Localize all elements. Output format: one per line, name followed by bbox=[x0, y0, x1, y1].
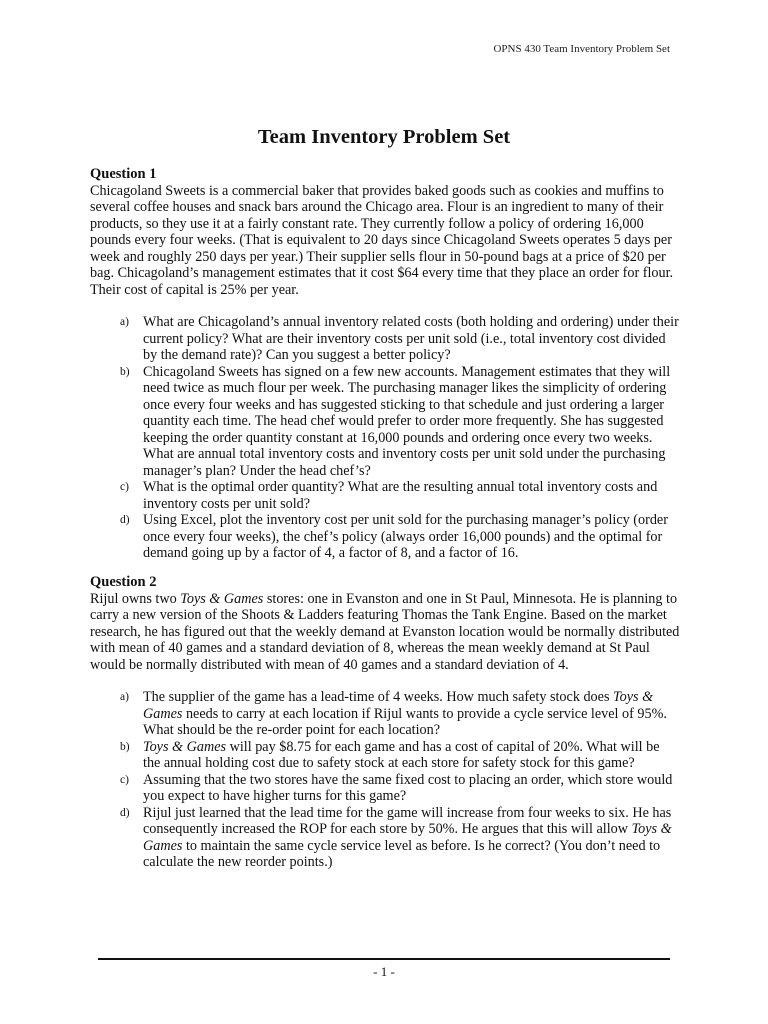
question-1-part-c bbox=[90, 479, 680, 512]
page-number: - 1 - bbox=[373, 964, 395, 979]
part-label: b) bbox=[120, 740, 130, 753]
question-1-parts bbox=[90, 314, 680, 562]
question-2-part-a bbox=[90, 689, 680, 739]
part-text: What are Chicagoland’s annual inventory related costs (both holding and ordering) under their current policy? What are their inventory costs per unit sold (i.e., total inventory cost divided by the demand rate)? Can you suggest a better policy? bbox=[143, 314, 679, 363]
footer-divider bbox=[98, 958, 670, 960]
question-2-intro bbox=[90, 591, 680, 674]
question-1-part-a bbox=[90, 314, 680, 364]
running-header: OPNS 430 Team Inventory Problem Set bbox=[493, 43, 670, 55]
part-label: a) bbox=[120, 691, 129, 703]
part-label: b) bbox=[120, 365, 130, 378]
part-text: Chicagoland Sweets has signed on a few new accounts. Management estimates that they will need twice as much flour per week. The purchasing manager likes the simplicity of ordering once every four weeks and has suggested sticking to that schedule and just ordering a larger quantity each time. The head chef would prefer to order more frequently. She has suggested keeping the order quantity constant at 16,000 pounds and ordering once every two weeks. What are annual total inventory costs and inventory costs per unit sold under the purchasing manager’s plan? Under the head chef’s? bbox=[143, 363, 671, 479]
part-label: d) bbox=[120, 806, 130, 819]
part-label: c) bbox=[120, 773, 129, 786]
part-label: c) bbox=[120, 481, 129, 493]
question-2-part-c bbox=[90, 772, 680, 805]
question-1-part-d bbox=[90, 512, 680, 562]
store-name: Toys & Games bbox=[180, 590, 264, 607]
store-name: Toys & Games bbox=[143, 738, 227, 755]
question-2-parts bbox=[90, 689, 680, 871]
part-label: a) bbox=[120, 316, 129, 328]
part-text: The supplier of the game has a lead-time of 4 weeks. How much safety stock does bbox=[143, 689, 614, 705]
part-text: What is the optimal order quantity? What are the resulting annual total inventory costs and inventory costs per unit sold? bbox=[143, 479, 658, 512]
question-1-intro: Chicagoland Sweets is a commercial baker that provides baked goods such as cookies and muffins to several coffee houses and snack bars around the Chicago area. Flour is an ingredient to many of their products, so they use it at a fairly constant rate. They currently follow a policy of ordering 16,000 pounds every four weeks. (That is equivalent to 20 days since Chicagoland Sweets operates 5 days per week and roughly 250 days per year.) Their supplier sells flour in 50-pound bags at a price of $20 per bag. Chicagoland’s management estimates that it cost $64 every time that they place an order for flour. Their cost of capital is 25% per year. bbox=[90, 182, 674, 298]
store-name: Toys & Games bbox=[143, 821, 672, 854]
question-1-heading: Question 1 bbox=[90, 166, 157, 182]
store-name: Toys & Games bbox=[143, 689, 654, 722]
part-text: Assuming that the two stores have the same fixed cost to placing an order, which store would you expect to have higher turns for this game? bbox=[143, 771, 673, 804]
page-title: Team Inventory Problem Set bbox=[257, 126, 511, 148]
question-1-part-b bbox=[90, 364, 680, 480]
part-text: Using Excel, plot the inventory cost per unit sold for the purchasing manager’s policy (order once every four weeks), the chef’s policy (always order 16,000 pounds) and the optimal for demand going up by a factor of 4, a factor of 8, and a factor of 16. bbox=[143, 512, 668, 561]
part-text: will pay $8.75 for each game and has a cost of capital of 20%. What will be the annual holding cost due to safety stock at each store for safety stock for this game? bbox=[143, 738, 660, 771]
question-2-part-b bbox=[90, 739, 680, 772]
question-1-section bbox=[90, 166, 680, 562]
intro-text: Rijul owns two bbox=[90, 590, 181, 607]
intro-text: stores: one in Evanston and one in St Paul, Minnesota. He is planning to carry a new version of the Shoots & Ladders featuring Thomas the Tank Engine. Based on the market research, he has figured out that the weekly demand at Evanston location would be normally distributed with mean of 40 games and a standard deviation of 8, whereas the mean weekly demand at St Paul would be normally distributed with mean of 40 games and a standard deviation of 4. bbox=[90, 590, 680, 673]
part-text: Rijul just learned that the lead time for the game will increase from four weeks to six. He has consequently increased the ROP for each store by 50%. He argues that this will allow bbox=[143, 804, 672, 837]
question-2-part-d bbox=[90, 805, 680, 871]
part-text: to maintain the same cycle service level as before. Is he correct? (You don’t need to calculate the new reorder points.) bbox=[143, 837, 661, 870]
question-2-section bbox=[90, 574, 680, 871]
part-text: needs to carry at each location if Rijul wants to provide a cycle service level of 95%. What should be the re-order point for each location? bbox=[143, 705, 667, 738]
question-2-heading: Question 2 bbox=[90, 574, 157, 590]
part-label: d) bbox=[120, 514, 130, 526]
